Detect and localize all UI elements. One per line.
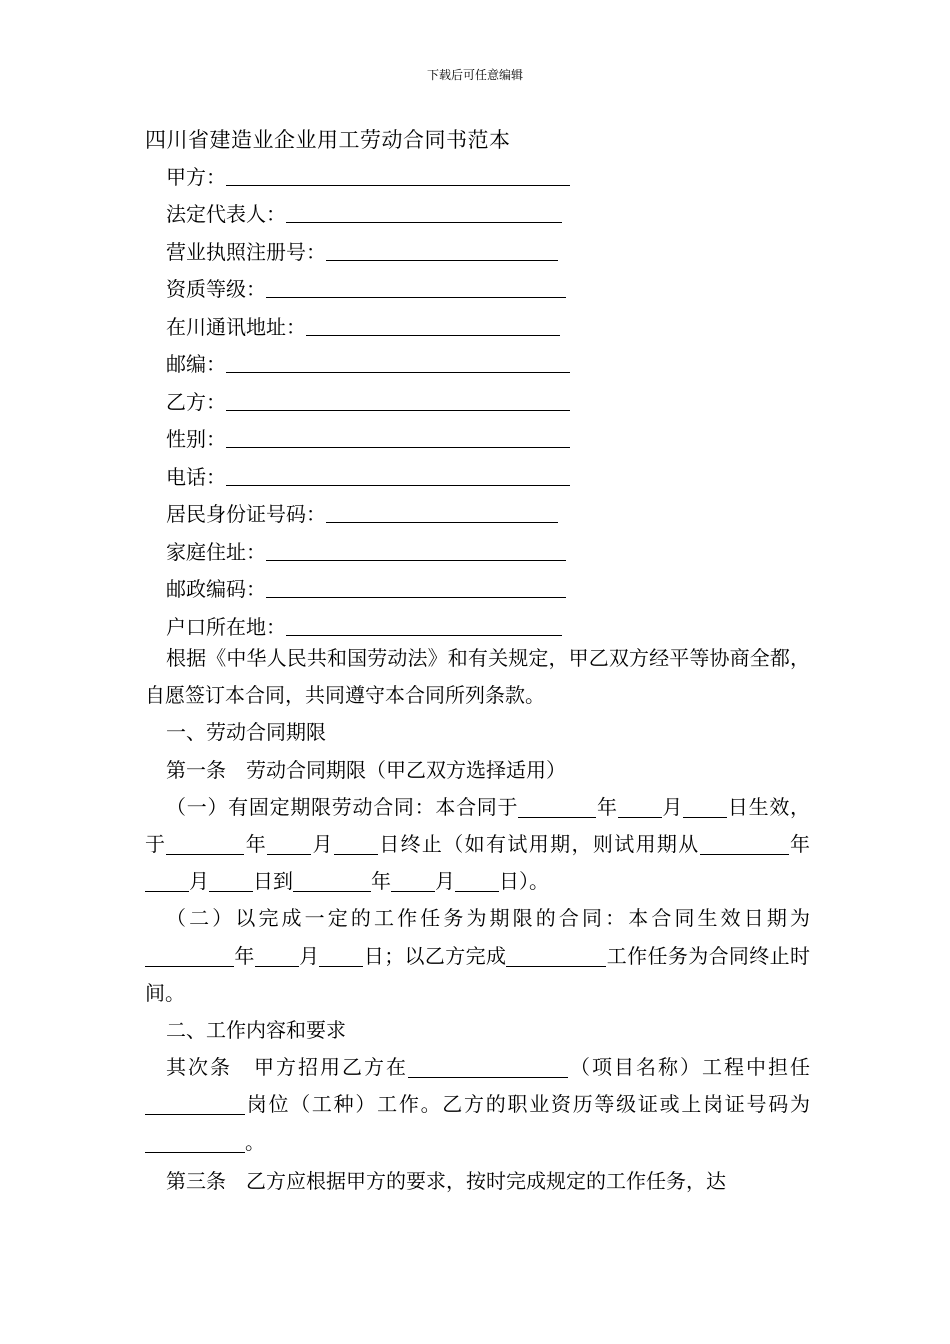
- section-heading-work: 二、工作内容和要求: [166, 1018, 346, 1043]
- field-qualification: [166, 269, 570, 307]
- clause-text: 月: [189, 869, 209, 894]
- contract-body: [145, 640, 810, 1200]
- clause-text: 月: [311, 832, 334, 857]
- blank-line[interactable]: [226, 185, 570, 186]
- field-label: 邮政编码：: [166, 577, 266, 601]
- field-label: 电话：: [166, 464, 226, 489]
- article-1-title: 第一条 劳动合同期限（甲乙双方选择适用）: [166, 757, 566, 782]
- field-id-number: [166, 494, 570, 532]
- clause-text: 其次条 甲方招用乙方在: [166, 1055, 408, 1080]
- blank-line[interactable]: [326, 260, 558, 261]
- field-address-sichuan: [166, 306, 570, 344]
- blank-line[interactable]: [226, 372, 570, 373]
- section-heading-term: 一、劳动合同期限: [166, 720, 326, 745]
- clause-text: 岗位（工种）工作。乙方的职业资历等级证或上岗证号码为: [245, 1092, 810, 1117]
- blank-month[interactable]: [145, 871, 189, 892]
- field-postal-code: [166, 569, 570, 607]
- field-label: 邮编：: [166, 352, 226, 376]
- blank-day[interactable]: [334, 834, 378, 855]
- blank-position[interactable]: [145, 1094, 245, 1115]
- field-gender: [166, 419, 570, 457]
- clause-text: 月: [661, 794, 684, 819]
- blank-day[interactable]: [319, 946, 363, 967]
- blank-cert-number[interactable]: [145, 1132, 245, 1153]
- field-label: 性别：: [166, 427, 226, 451]
- clause-text: 日: [727, 794, 749, 819]
- blank-day[interactable]: [209, 871, 253, 892]
- clause-text: 生效，于: [145, 794, 811, 857]
- blank-day[interactable]: [455, 871, 499, 892]
- clause-text: 月: [298, 943, 320, 968]
- field-label: 法定代表人：: [166, 202, 286, 226]
- field-party-b: [166, 381, 570, 419]
- blank-line[interactable]: [266, 560, 566, 561]
- blank-year[interactable]: [166, 834, 244, 855]
- clause-text: 日到: [253, 869, 293, 894]
- clause-text: 年: [596, 794, 618, 819]
- blank-line[interactable]: [326, 522, 558, 523]
- blank-month[interactable]: [255, 946, 299, 967]
- field-label: 乙方：: [166, 389, 226, 414]
- clause-text: 工作任务为合同终止时间。: [145, 943, 811, 1005]
- field-label: 在川通讯地址：: [166, 314, 306, 339]
- field-phone: [166, 456, 570, 494]
- field-label: 家庭住址：: [166, 539, 266, 564]
- blank-line[interactable]: [226, 447, 570, 448]
- blank-year[interactable]: [145, 946, 234, 967]
- clause-text: 月: [435, 869, 455, 894]
- clause-text: 日终止（如有试用期，则试用期从: [377, 832, 700, 857]
- blank-line[interactable]: [226, 485, 570, 486]
- clause-text: 年: [244, 832, 268, 857]
- intro-paragraph: 根据《中华人民共和国劳动法》和有关规定，甲乙双方经平等协商全都，自愿签订本合同，共同遵守本合同所列条款。: [145, 646, 810, 708]
- clause-text: 年: [788, 832, 811, 857]
- field-party-a: [166, 156, 570, 194]
- blank-month[interactable]: [618, 797, 662, 818]
- field-home-address: [166, 531, 570, 569]
- blank-month[interactable]: [267, 834, 311, 855]
- blank-line[interactable]: [266, 297, 566, 298]
- field-license-no: [166, 231, 570, 269]
- clause-task-based: [145, 900, 810, 1012]
- party-info-fields: [166, 156, 570, 644]
- blank-month[interactable]: [391, 871, 435, 892]
- blank-project-name[interactable]: [408, 1057, 568, 1078]
- document-title: 四川省建造业企业用工劳动合同书范本: [145, 128, 511, 152]
- article-2: [145, 1049, 810, 1161]
- field-hukou: [166, 606, 570, 644]
- blank-line[interactable]: [286, 222, 562, 223]
- clause-fixed-term: [145, 789, 810, 901]
- field-label: 户口所在地：: [166, 614, 286, 639]
- blank-day[interactable]: [683, 797, 727, 818]
- clause-text: 年: [234, 943, 255, 968]
- blank-line[interactable]: [286, 635, 562, 636]
- clause-text: （项目名称）工程中担任: [568, 1055, 810, 1080]
- page-header: 下载后可任意编辑: [426, 68, 523, 82]
- field-label: 资质等级：: [166, 277, 266, 301]
- field-postcode: [166, 344, 570, 382]
- clause-text: 年: [371, 869, 391, 894]
- field-label: 甲方：: [166, 164, 226, 189]
- clause-text: （一）有固定期限劳动合同：本合同于: [166, 794, 519, 819]
- field-label: 居民身份证号码：: [166, 502, 326, 526]
- blank-line[interactable]: [226, 410, 570, 411]
- field-legal-rep: [166, 194, 570, 232]
- blank-line[interactable]: [306, 335, 560, 336]
- clause-text: 。: [245, 1129, 265, 1154]
- clause-text: 日）。: [499, 869, 549, 894]
- blank-year[interactable]: [518, 797, 596, 818]
- blank-year[interactable]: [293, 871, 371, 892]
- blank-line[interactable]: [266, 597, 566, 598]
- article-3: 第三条 乙方应根据甲方的要求，按时完成规定的工作任务，达: [166, 1168, 726, 1193]
- field-label: 营业执照注册号：: [166, 239, 326, 264]
- clause-text: 日；以乙方完成: [363, 943, 507, 968]
- blank-task[interactable]: [506, 946, 606, 967]
- clause-text: （二）以完成一定的工作任务为期限的合同：本合同生效日期为: [166, 906, 810, 931]
- blank-year[interactable]: [700, 834, 789, 855]
